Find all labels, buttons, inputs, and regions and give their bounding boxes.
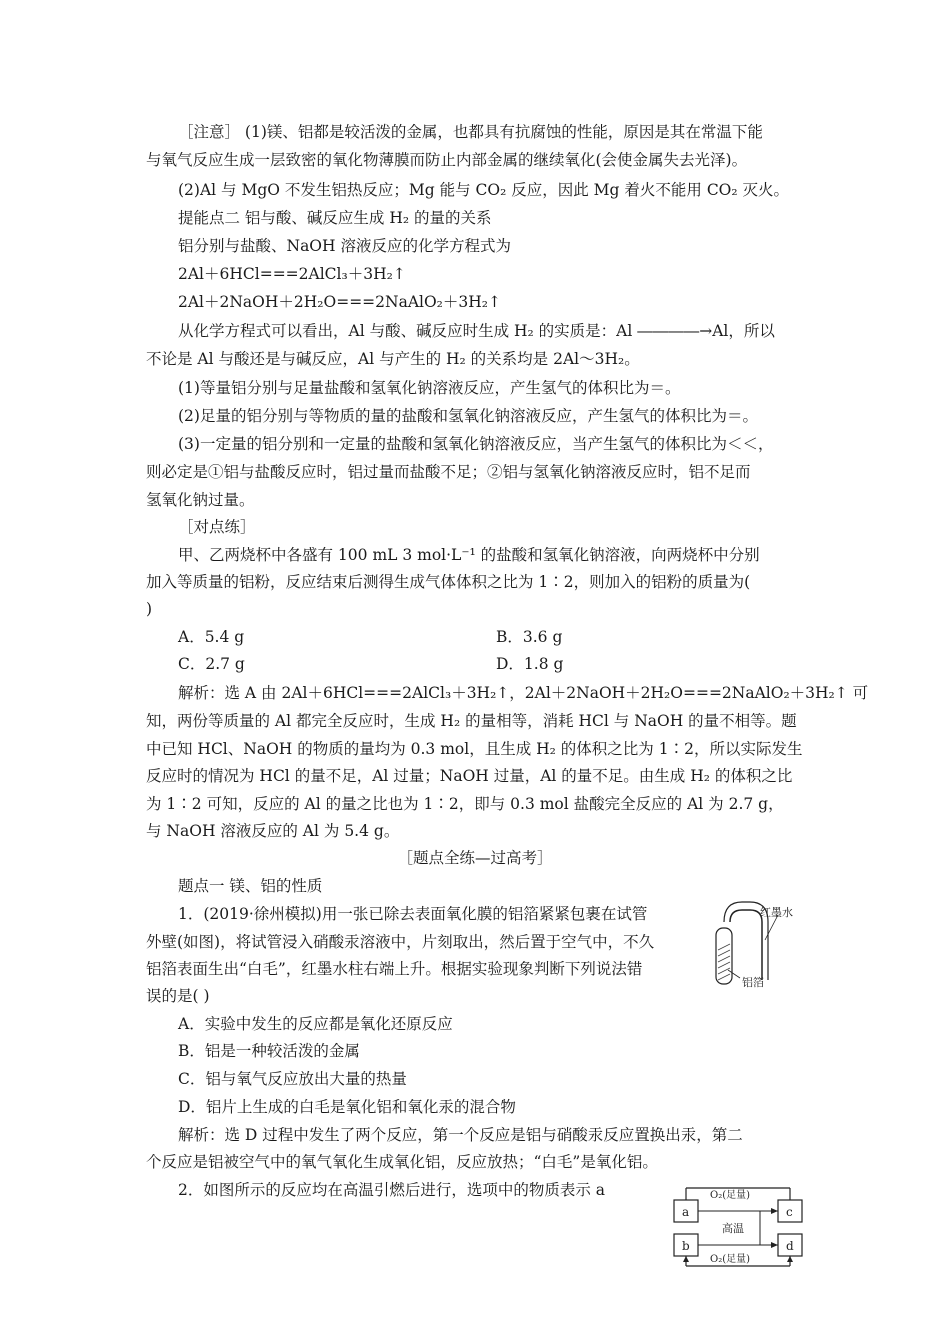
label-red-ink: 红墨水 [760, 906, 793, 919]
analysis-line: 为 1∶2 可知，反应的 Al 的量之比也为 1∶2，即与 0.3 mol 盐酸完全反应的 Al 为 2.7 g， [146, 795, 784, 813]
text-line: 氢氧化钠过量。 [146, 491, 255, 509]
question-line: 加入等质量的铝粉，反应结束后测得生成气体体积之比为 1∶2，则加入的铝粉的质量为( [146, 573, 751, 591]
analysis-line: 中已知 HCl、NaOH 的物质的量均为 0.3 mol，且生成 H₂ 的体积之比为 1∶2，所以实际发生 [146, 740, 803, 758]
topic-title-1: 题点一 镁、铝的性质 [178, 877, 323, 895]
note-line-2: 与氧气反应生成一层致密的氧化物薄膜而防止内部金属的继续氧化(会使金属失去光泽)。 [146, 151, 748, 169]
q1-option-d: D．铝片上生成的白毛是氧化铝和氧化汞的混合物 [178, 1098, 516, 1116]
o2-top-label: O₂(足量) [710, 1190, 751, 1201]
option-d: D．1.8 g [496, 655, 564, 673]
note-line-1: ［注意］ (1)镁、铝都是较活泼的金属，也都具有抗腐蚀的性能，原因是其在常温下能 [178, 123, 763, 141]
point-2: (2)足量的铝分别与等物质的量的盐酸和氢氧化钠溶液反应，产生氢气的体积比为＝。 [178, 407, 758, 425]
analysis-line: 反应时的情况为 HCl 的量不足，Al 过量；NaOH 过量，Al 的量不足。由生成 H₂ 的体积之比 [146, 767, 793, 785]
box-c: c [786, 1205, 793, 1219]
box-a: a [682, 1205, 690, 1219]
q1-option-a: A．实验中发生的反应都是氧化还原反应 [178, 1015, 453, 1033]
option-b: B．3.6 g [496, 628, 563, 646]
question-1-line: 外壁(如图)，将试管浸入硝酸汞溶液中，片刻取出，然后置于空气中，不久 [146, 933, 655, 951]
box-d: d [786, 1239, 794, 1253]
question-1-line: 铝箔表面生出“白毛”，红墨水柱右端上升。根据实验现象判断下列说法错 [146, 960, 643, 978]
equation-2: 2Al＋2NaOH＋2H₂O===2NaAlO₂＋3H₂↑ [178, 293, 501, 311]
point-3: (3)一定量的铝分别和一定量的盐酸和氢氧化钠溶液反应，当产生氢气的体积比为＜＜， [178, 435, 774, 453]
analysis-line: 解析：选 D 过程中发生了两个反应，第一个反应是铝与硝酸汞反应置换出汞，第二 [178, 1126, 743, 1144]
q1-option-c: C．铝与氧气反应放出大量的热量 [178, 1070, 407, 1088]
text-line: 则必定是①铝与盐酸反应时，铝过量而盐酸不足；②铝与氢氧化钠溶液反应时，铝不足而 [146, 463, 751, 481]
option-c: C．2.7 g [178, 655, 245, 673]
section-heading: ［题点全练—过高考］ [397, 849, 553, 867]
o2-bottom-label: O₂(足量) [710, 1254, 751, 1265]
reaction-scheme-figure [660, 1178, 820, 1270]
equation-1: 2Al＋6HCl===2AlCl₃＋3H₂↑ [178, 265, 406, 283]
section-title-2: 提能点二 铝与酸、碱反应生成 H₂ 的量的关系 [178, 209, 492, 227]
question-line: ) [146, 600, 153, 618]
question-2-line: 2．如图所示的反应均在高温引燃后进行，选项中的物质表示 a [178, 1181, 606, 1199]
note-line-3: (2)Al 与 MgO 不发生铝热反应；Mg 能与 CO₂ 反应，因此 Mg 着火不能用 CO₂ 灭火。 [178, 181, 790, 199]
label-foil: 铝箔 [742, 976, 764, 989]
text-line: 不论是 Al 与酸还是与碱反应，Al 与产生的 H₂ 的关系均是 2Al～3H₂。 [146, 350, 640, 368]
text-line: 从化学方程式可以看出，Al 与酸、碱反应时生成 H₂ 的实质是：Al ――――→Al，所以 [178, 322, 775, 340]
analysis-line: 知，两份等质量的 Al 都完全反应时，生成 H₂ 的量相等，消耗 HCl 与 NaOH 的量不相等。题 [146, 712, 797, 730]
analysis-line: 解析：选 A 由 2Al＋6HCl===2AlCl₃＋3H₂↑，2Al＋2NaOH＋2H₂O===2NaAlO₂＋3H₂↑ 可 [178, 684, 869, 702]
practice-title: ［对点练］ [178, 518, 256, 536]
u-tube-figure [710, 900, 820, 995]
box-b: b [682, 1239, 690, 1253]
question-1-line: 误的是( ) [146, 987, 210, 1005]
analysis-line: 与 NaOH 溶液反应的 Al 为 5.4 g。 [146, 822, 400, 840]
high-temp-label: 高温 [722, 1222, 744, 1235]
question-line: 甲、乙两烧杯中各盛有 100 mL 3 mol·L⁻¹ 的盐酸和氢氧化钠溶液，向两烧杯中分别 [178, 546, 760, 564]
q1-option-b: B．铝是一种较活泼的金属 [178, 1042, 360, 1060]
point-1: (1)等量铝分别与足量盐酸和氢氧化钠溶液反应，产生氢气的体积比为＝。 [178, 379, 681, 397]
question-1-line: 1．(2019·徐州模拟)用一张已除去表面氧化膜的铝箔紧紧包裹在试管 [178, 905, 648, 923]
text-line: 铝分别与盐酸、NaOH 溶液反应的化学方程式为 [178, 237, 511, 255]
option-a: A．5.4 g [178, 628, 245, 646]
analysis-line: 个反应是铝被空气中的氧气氧化生成氧化铝，反应放热；“白毛”是氧化铝。 [146, 1153, 658, 1171]
